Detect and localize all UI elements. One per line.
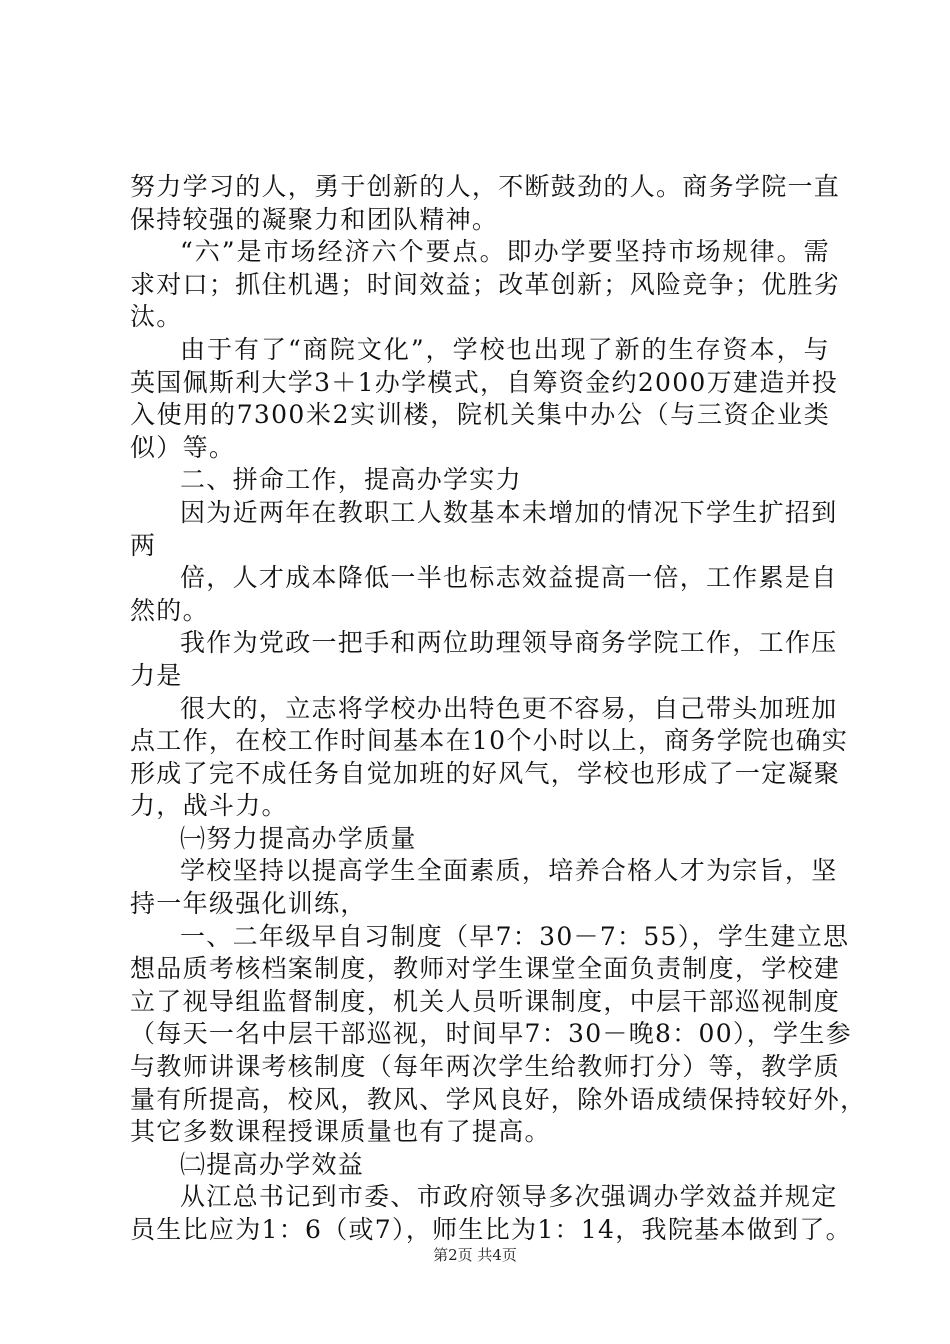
text-line: 很大的，立志将学校办出特色更不容易，自己带头加班加 (180, 693, 838, 723)
text-line: 力是 (130, 660, 183, 690)
text-line: （每天一名中层干部巡视，时间早7：30－晚8：00），学生参 (130, 1019, 852, 1049)
section-heading: 二、拼命工作，提高办学实力 (180, 465, 522, 495)
page-number: 第2页 共4页 (433, 1246, 517, 1264)
subsection-heading: ㈠努力提高办学质量 (180, 823, 417, 853)
text-line: 形成了完不成任务自觉加班的好风气，学校也形成了一定凝聚 (130, 758, 841, 788)
text-line: “六”是市场经济六个要点。即办学要坚持市场规律。需 (180, 237, 830, 267)
text-line: 持一年级强化训练， (130, 889, 367, 919)
text-line: 因为近两年在教职工人数基本未增加的情况下学生扩招到 (180, 497, 838, 527)
text-line: 员生比应为1：6（或7），师生比为1：14，我院基本做到了。 (130, 1215, 852, 1244)
text-line: 求对口；抓住机遇；时间效益；改革创新；风险竞争；优胜劣 (130, 269, 841, 299)
text-line: 努力学习的人，勇于创新的人，不断鼓劲的人。商务学院一直 (130, 172, 841, 201)
text-line: 力，战斗力。 (130, 791, 288, 821)
text-line: 一、二年级早自习制度（早7：30－7：55），学生建立思 (180, 921, 850, 951)
text-line: 其它多数课程授课质量也有了提高。 (130, 1117, 551, 1147)
document-body (130, 171, 867, 1247)
text-line: 立了视导组监督制度，机关人员听课制度，中层干部巡视制度 (130, 986, 841, 1016)
text-line: 想品质考核档案制度，教师对学生课堂全面负责制度，学校建 (130, 954, 841, 984)
page-footer (0, 1244, 950, 1265)
text-line: 似）等。 (130, 432, 236, 462)
text-line: 汰。 (130, 302, 183, 332)
text-line: 两 (130, 530, 157, 560)
text-line: 入使用的7300米2实训楼，院机关集中办公（与三资企业类 (130, 400, 830, 430)
text-line: 量有所提高，校风，教风、学风良好，除外语成绩保持较好外， (130, 1084, 867, 1114)
text-line: 英国佩斯利大学3＋1办学模式，自筹资金约2000万建造并投 (130, 367, 839, 397)
text-line: 倍，人才成本降低一半也标志效益提高一倍，工作累是自 (180, 563, 838, 593)
text-line: 与教师讲课考核制度（每年两次学生给教师打分）等，教学质 (130, 1052, 841, 1082)
text-line: 然的。 (130, 595, 209, 625)
text-line: 由于有了“商院文化”，学校也出现了新的生存资本，与 (180, 334, 830, 364)
text-line: 我作为党政一把手和两位助理领导商务学院工作，工作压 (180, 628, 838, 658)
subsection-heading: ㈡提高办学效益 (180, 1149, 365, 1179)
text-line: 点工作，在校工作时间基本在10个小时以上，商务学院也确实 (130, 726, 849, 756)
text-line: 学校坚持以提高学生全面素质，培养合格人才为宗旨，坚 (180, 856, 838, 886)
text-line: 从江总书记到市委、市政府领导多次强调办学效益并规定 (180, 1182, 838, 1212)
text-line: 保持较强的凝聚力和团队精神。 (130, 204, 499, 234)
